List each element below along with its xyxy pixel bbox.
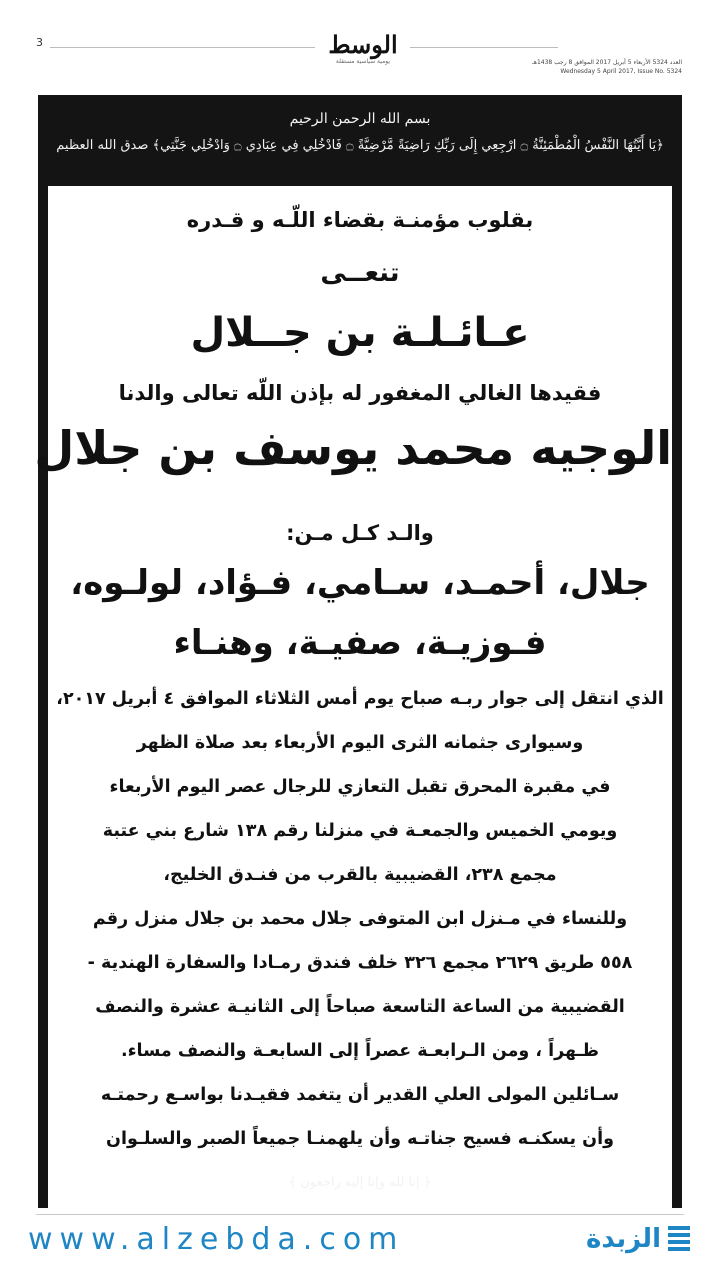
intro-line: بقلوب مؤمنـة بقضاء اللّـه و قـدره	[186, 208, 534, 232]
brand-bars-icon	[668, 1226, 690, 1252]
body-line: مجمع ٢٣٨، القضيبية بالقرب من فنـدق الخليج،	[163, 865, 557, 885]
body-line: وسيوارى جثمانه الثرى اليوم الأربعاء بعد صلاة الظهر	[136, 733, 584, 753]
body-line: ظـهراً ، ومن الـرابعـة عصراً إلى السابعـة والنصف مساء.	[120, 1041, 600, 1061]
issue-line-arabic: العدد 5324 الأربعاء 5 أبريل 2017 الموافق 8 رجب 1438هـ	[532, 59, 682, 66]
body-line: ٥٥٨ طريق ٢٦٢٩ مجمع ٣٢٦ خلف فندق رمـادا والسفارة الهندية -	[87, 953, 633, 973]
masthead-tagline: يومية سياسية مستقلة	[335, 58, 391, 65]
notice-body	[34, 186, 672, 1259]
masthead-logo: الوسط	[328, 30, 398, 59]
masthead	[318, 32, 408, 66]
children-line-1: جلال، أحمـد، سـامي، فـؤاد، لولـوه،	[70, 563, 650, 603]
page-number: 3	[36, 36, 43, 49]
deceased-name: الوجيه محمد يوسف بن جلال	[34, 421, 672, 475]
body-line: في مقبرة المحرق تقبل التعازي للرجال عصر اليوم الأربعاء	[109, 777, 611, 797]
deceased-phrase: فقيدها الغالي المغفور له بإذن اللّه تعالى والدنا	[118, 381, 602, 405]
quran-verse: ﴿يَا أَيَّتُهَا النَّفْسُ الْمُطْمَئِنَّةُ ۝ ارْجِعِي إِلَى رَبِّكِ رَاضِيَةً مَّرْضِيَّةً ۝ فَادْخُلِي فِي عِبَادِي ۝ وَادْخُلِي جَنَّتِي﴾ صدق الله العظيم	[56, 138, 664, 153]
body-line: القضيبية من الساعة التاسعة صباحاً إلى الثانيـة عشرة والنصف	[95, 997, 625, 1017]
body-line: وللنساء في مـنزل ابن المتوفى جلال محمد بن جلال منزل رقم	[92, 909, 628, 929]
issue-info	[532, 58, 682, 76]
basmala: بسم الله الرحمن الرحيم	[289, 111, 431, 127]
verse-block	[38, 109, 682, 157]
closing-phrase: ﴿ إنا لله وإنا إليه راجعون ﴾	[288, 1175, 432, 1190]
footer-divider	[36, 1214, 684, 1215]
children-line-2: فـوزيـة، صفيـة، وهنـاء	[173, 623, 547, 663]
header-rule-right	[410, 47, 558, 48]
site-url-link[interactable]: www.alzebda.com	[28, 1222, 405, 1257]
father-of-label: والـد كـل مـن:	[286, 521, 434, 545]
body-line: سـائلين المولى العلي القدير أن يتغمد فقيـدنا بواسـع رحمتـه	[100, 1085, 620, 1105]
body-line: وأن يسكنـه فسيح جناتـه وأن يلهمنـا جميعاً الصبر والسلـوان	[106, 1129, 614, 1149]
brand-name: الزبدة	[586, 1224, 661, 1254]
announce-word: تنعــى	[320, 258, 400, 288]
header-rule-left	[50, 47, 315, 48]
issue-line-english: Wednesday 5 April 2017, Issue No. 5324	[560, 68, 682, 75]
body-line: ويومي الخميس والجمعـة في منزلنا رقم ١٣٨ شارع بني عتبة	[102, 821, 618, 841]
obituary-notice	[34, 95, 682, 1208]
brand-logo[interactable]	[586, 1222, 690, 1256]
family-name: عـائـلـة بن جــلال	[190, 310, 530, 356]
newspaper-header	[0, 0, 720, 80]
body-line: الذي انتقل إلى جوار ربـه صباح يوم أمس الثلاثاء الموافق ٤ أبريل ٢٠١٧،	[56, 689, 664, 709]
